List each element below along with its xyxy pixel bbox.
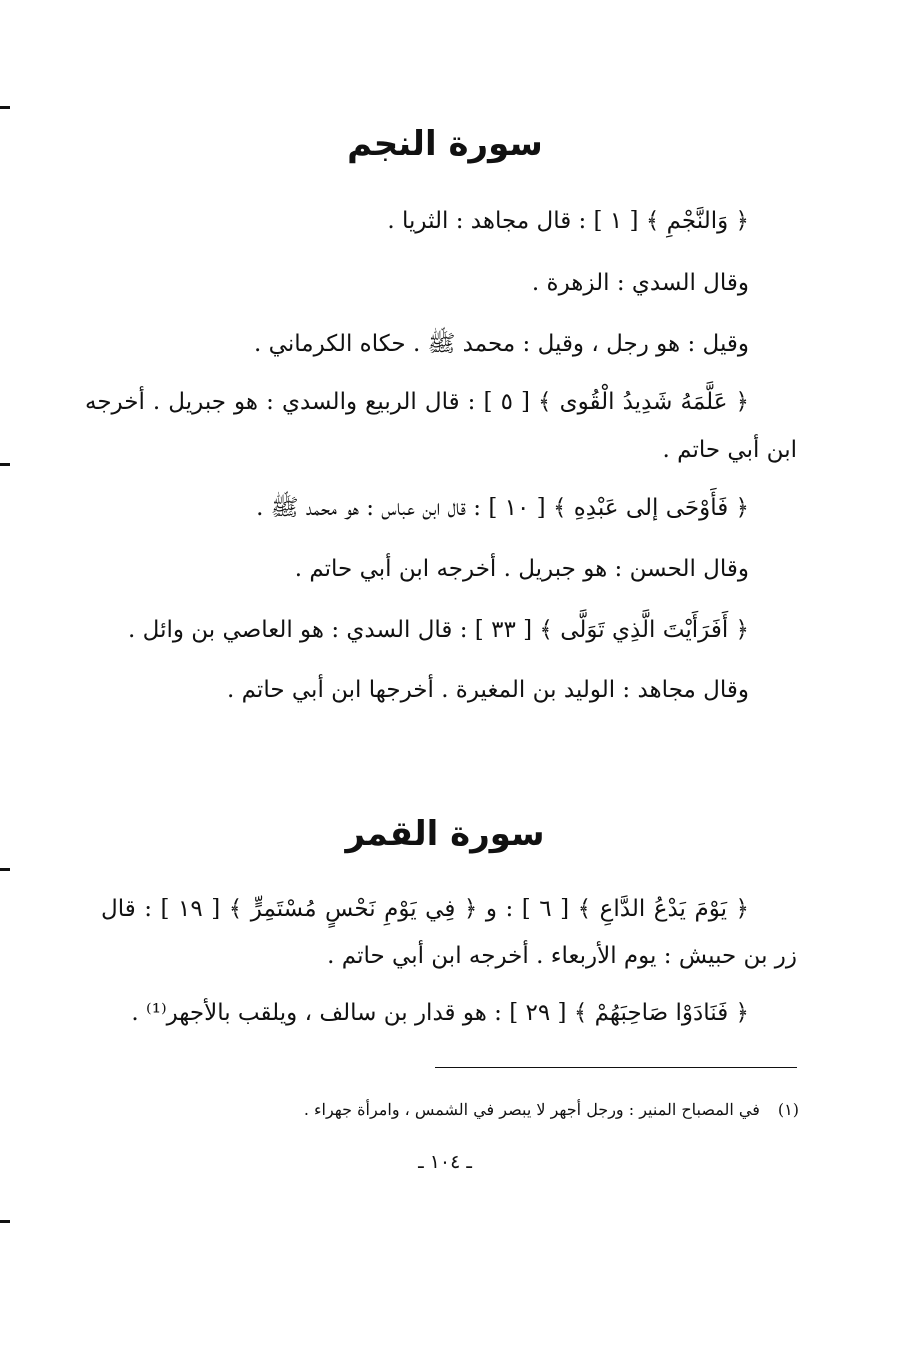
scan-edge-mark [0,868,10,871]
scan-edge-mark [0,1220,10,1223]
najm-line-7: وقال الحسن : هو جبريل . أخرجه ابن أبي حاتم . [294,556,749,582]
qamar-line-3: ﴿ فَنَادَوْا صَاحِبَهُمْ ﴾ [ ٢٩ ] : هو قدار بن سالف ، ويلقب بالأجهر⁽¹⁾ . [131,1000,749,1026]
najm-line-2: وقال السدي : الزهرة . [531,270,749,296]
footnote-text: في المصباح المنير : ورجل أجهر لا يبصر في الشمس ، وامرأة جهراء . [303,1100,760,1119]
footnote-number: (١) [777,1100,799,1119]
surah-najm-title: سورة النجم [347,124,543,164]
najm-line-1: ﴿ وَالنَّجْمِ ﴾ [ ١ ] : قال مجاهد : الثريا . [387,208,749,234]
footnote [159,1098,799,1122]
najm-line-5: ابن أبي حاتم . [662,437,797,463]
qamar-line-2: زر بن حبيش : يوم الأربعاء . أخرجه ابن أبي حاتم . [327,943,797,969]
najm-line-9: وقال مجاهد : الوليد بن المغيرة . أخرجها ابن أبي حاتم . [227,677,749,703]
page-number: ـ ١٠٤ ـ [418,1151,472,1173]
najm-line-4: ﴿ عَلَّمَهُ شَدِيدُ الْقُوى ﴾ [ ٥ ] : قال الربيع والسدي : هو جبريل . أخرجه [85,389,750,415]
najm-line-8: ﴿ أَفَرَأَيْتَ الَّذِي تَوَلَّى ﴾ [ ٣٣ ] : قال السدي : هو العاصي بن وائل . [128,617,749,643]
footnote-divider [435,1067,797,1068]
qamar-line-1: ﴿ يَوْمَ يَدْعُ الدَّاعِ ﴾ [ ٦ ] : و ﴿ فِي يَوْمِ نَحْسٍ مُسْتَمِرٍّ ﴾ [ ١٩ ] : قال [101,896,749,922]
scan-edge-mark [0,106,10,109]
najm-line-3: وقيل : هو رجل ، وقيل : محمد ﷺ . حكاه الكرماني . [254,331,749,357]
scan-edge-mark [0,463,10,466]
surah-qamar-title: سورة القمر [345,814,545,854]
najm-line-6: ﴿ فَأَوْحَى إلى عَبْدِهِ ﴾ [ ١٠ ] : قال ابن عباس : هو محمد ﷺ . [256,495,749,521]
